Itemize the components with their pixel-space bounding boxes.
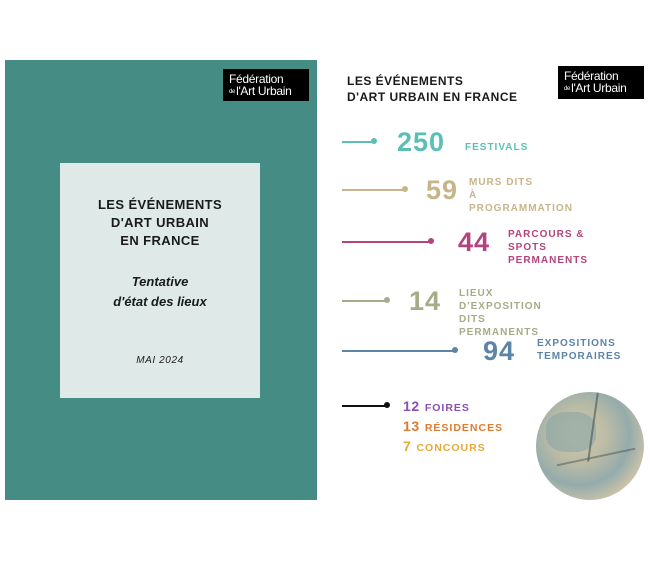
stat-label-line: EXPOSITIONS [537,338,616,349]
other-number: 13 [403,418,420,434]
stat-line [342,350,454,352]
logo-line2 [229,85,309,97]
stat-number: 250 [397,127,446,157]
stat-label-line: TEMPORAIRES [537,351,622,362]
stat-label-line: PARCOURS & [508,229,585,240]
stat-number: 59 [426,175,459,205]
other-number: 7 [403,438,412,454]
logo-line2 [564,82,644,94]
stat-dot [402,186,408,192]
stat-label-line: LIEUX D'EXPOSITION [459,288,542,312]
stat-line [342,241,430,243]
cover-card [60,163,260,398]
logo-small: de [229,89,236,95]
other-label: CONCOURS [416,442,486,454]
stat-dot [384,297,390,303]
logo-line2-text: l'Art Urbain [236,84,292,98]
stat-label [508,228,588,267]
infographic-title-line: D'ART URBAIN EN FRANCE [347,90,518,104]
stat-dot [428,238,434,244]
infographic-title [347,73,518,105]
cover-title-line: EN FRANCE [120,233,200,248]
stat-dot [452,347,458,353]
stat-dot [384,402,390,408]
other-stat-residences [403,418,503,436]
stat-line [342,141,374,143]
stat-number: 44 [458,227,491,257]
stat-line [342,405,386,407]
stat-number: 14 [409,286,442,316]
other-label: RÉSIDENCES [424,422,504,434]
cover-title [60,196,260,250]
stat-label-line: À PROGRAMMATION [469,190,573,214]
infographic-page [320,60,652,500]
logo-small: de [564,86,571,92]
logo-line2-text: l'Art Urbain [571,81,627,95]
cover-title-line: LES ÉVÉNEMENTS [97,197,223,212]
cover-date: MAI 2024 [136,355,184,366]
cover-subtitle-line: Tentative [131,274,189,289]
logo-line1: Fédération [229,72,284,86]
other-stat-concours [403,438,486,456]
stat-line [342,189,404,191]
stat-number: 94 [483,336,516,366]
stat-label-line: FESTIVALS [465,142,529,153]
stat-label-line: DITS PERMANENTS [459,314,540,338]
cover-subtitle [60,272,260,312]
cover-subtitle-line: d'état des lieux [113,294,207,309]
stat-line [342,300,386,302]
logo-line1: Fédération [564,69,619,83]
federation-logo [558,66,644,99]
other-stat-foires [403,398,470,416]
stat-label-line: MURS DITS [469,177,533,188]
stat-label-line: SPOTS PERMANENTS [508,242,589,266]
cover-title-line: D'ART URBAIN [110,215,210,230]
federation-logo [223,69,309,101]
other-number: 12 [403,398,420,414]
stat-label [465,141,528,154]
stat-label [469,176,573,215]
stat-label [459,287,542,339]
infographic-title-line: LES ÉVÉNEMENTS [347,74,464,88]
stat-label [537,337,621,363]
street-art-photo-circle [536,392,644,500]
report-cover [5,60,317,500]
stat-dot [371,138,377,144]
other-label: FOIRES [424,402,470,414]
